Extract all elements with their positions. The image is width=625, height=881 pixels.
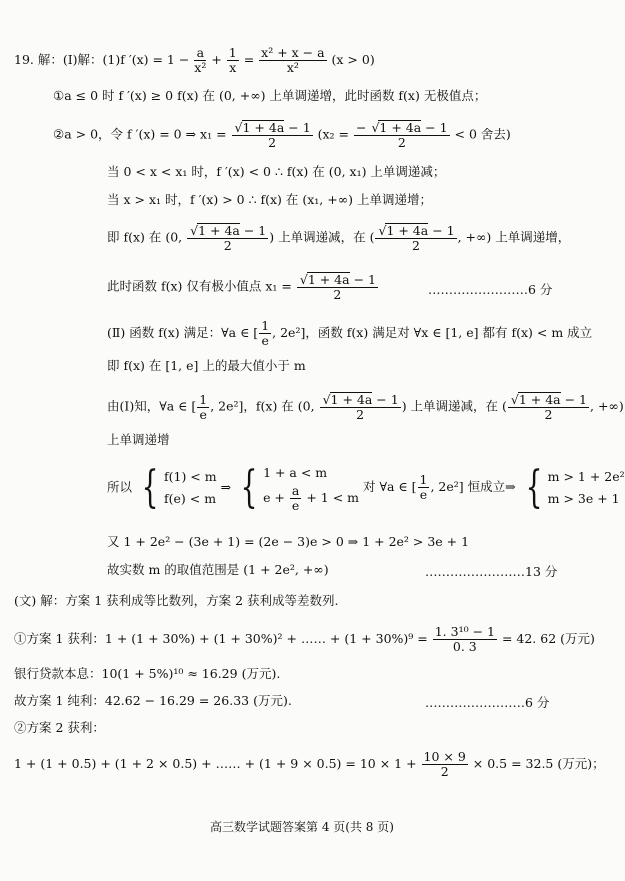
fraction: $\frac{1}{e}$: [261, 318, 270, 348]
line-range: 故实数 m 的取值范围是 (1 + 2e², +∞): [107, 562, 329, 577]
fraction: √ $\frac{1 + 4a - 1}{2}$: [375, 223, 456, 253]
fraction: √ $\frac{1 + 4a - 1}{2}$: [187, 223, 268, 253]
line-again: 又 1 + 2e² − (3e + 1) = (2e − 3)e > 0 ⇒ 1 + 2e² > 3e + 1: [107, 534, 470, 549]
score-13: ……………………13 分: [425, 564, 558, 579]
line-part2: (Ⅱ) 函数 f(x) 满足：∀a ∈ [ $\frac{1}{e}$ , 2e²]，函数 f(x) 满足对 ∀x ∈ [1, e] 都有 f(x) < m 成立: [107, 318, 593, 348]
line-case1: ①a ≤ 0 时 f ′(x) ≥ 0 f(x) 在 (0, +∞) 上单调递增，此时函数 f(x) 无极值点；: [53, 88, 487, 103]
line-net1: 故方案 1 纯利：42.62 − 16.29 = 26.33 (万元).: [14, 693, 292, 708]
fraction: √ $\frac{1 + 4a - 1}{2}$: [297, 272, 378, 302]
line-from-1: 由(Ⅰ)知，∀a ∈ [ $\frac{1}{e}$ , 2e²]，f(x) 在 (0, √ $\frac{1 + 4a - 1}{2}$ ) 上单调递减，在 ( √ $\frac{1 + 4a - 1}{2}$ , +∞): [107, 392, 624, 422]
fraction: $\frac{a}{\text{x²}}$: [194, 45, 207, 75]
fraction: √ $\frac{1 + 4a - 1}{2}$: [232, 120, 313, 150]
line-increasing: 当 x > x₁ 时，f ′(x) > 0 ∴ f(x) 在 (x₁, +∞) 上单调递增；: [107, 192, 432, 207]
fraction: $\frac{1}{x}$: [228, 45, 237, 75]
line-min-point: 此时函数 f(x) 仅有极小值点 x₁ = √ $\frac{1 + 4a - 1}{2}$: [107, 272, 379, 302]
line-plan2: ②方案 2 获利：: [14, 720, 105, 735]
line-case2: ②a > 0，令 f ′(x) = 0 ⇒ x₁ = √ $\frac{1 + 4a - 1}{2}$ (x₂ = $\frac{- √ 1 + 4a - 1}{2}$ < 0 舍去): [53, 120, 511, 150]
fraction: $\frac{10 \times 9}{2}$: [423, 749, 466, 779]
score-6a: ……………………6 分: [428, 282, 553, 297]
fraction: $\frac{a}{e}$: [291, 483, 300, 513]
line-summary: 即 f(x) 在 (0, √ $\frac{1 + 4a - 1}{2}$ ) 上单调递减，在 ( √ $\frac{1 + 4a - 1}{2}$ , +∞) 上单调递增，: [107, 223, 570, 253]
line-plan1: ①方案 1 获利：1 + (1 + 30%) + (1 + 30%)² + …… + (1 + 30%)⁹ = $\frac{\text{1. 3¹⁰ − 1}}{0. 3}$ = 42. 62 (万元): [14, 624, 595, 654]
line-loan: 银行贷款本息：10(1 + 5%)¹⁰ ≈ 16.29 (万元).: [14, 666, 281, 681]
fraction: $\frac{1}{e}$: [199, 391, 208, 422]
fraction: $\frac{\text{x² + x − a}}{\text{x²}}$: [261, 45, 325, 75]
line-system: 所以 { f(1) < m f(e) < m ⇒ { 1 + a < m e + $\frac{a}{e}$ + 1 < m 对 ∀a ∈ [ $\frac{1}{e}$ , 2e²] 恒成立⇒ { m > 1 + 2e² m > 3e + 1: [107, 461, 625, 513]
fraction: $\frac{- √ 1 + 4a - 1}{2}$: [354, 120, 450, 150]
line-from-1b: 上单调递增: [107, 432, 170, 447]
fraction: √ $\frac{1 + 4a - 1}{2}$: [320, 392, 401, 422]
page-footer: 高三数学试题答案第 4 页(共 8 页): [210, 820, 394, 834]
score-6b: ……………………6 分: [425, 695, 550, 710]
line-19-derivative: 19. 解：(Ⅰ)解：(1)f ′(x) = 1 − $\frac{a}{\text{x²}}$ + $\frac{1}{x}$ = $\frac{\text{x² + x − a}}{\text{x²}}$ (x > 0): [14, 45, 375, 75]
line-wen: (文) 解：方案 1 获利成等比数列，方案 2 获利成等差数列.: [14, 593, 339, 608]
line-max: 即 f(x) 在 [1, e] 上的最大值小于 m: [107, 358, 306, 373]
line-sum2: 1 + (1 + 0.5) + (1 + 2 × 0.5) + …… + (1 + 9 × 0.5) = 10 × 1 + $\frac{10 \times 9}{2}$ × 0.5 = 32.5 (万元)；: [14, 749, 605, 779]
fraction: $\frac{1}{e}$: [419, 472, 428, 502]
fraction: √ $\frac{1 + 4a - 1}{2}$: [508, 392, 589, 422]
line-decreasing: 当 0 < x < x₁ 时，f ′(x) < 0 ∴ f(x) 在 (0, x₁) 上单调递减；: [107, 164, 446, 179]
fraction: $\frac{\text{1. 3¹⁰ − 1}}{0. 3}$: [434, 624, 495, 654]
